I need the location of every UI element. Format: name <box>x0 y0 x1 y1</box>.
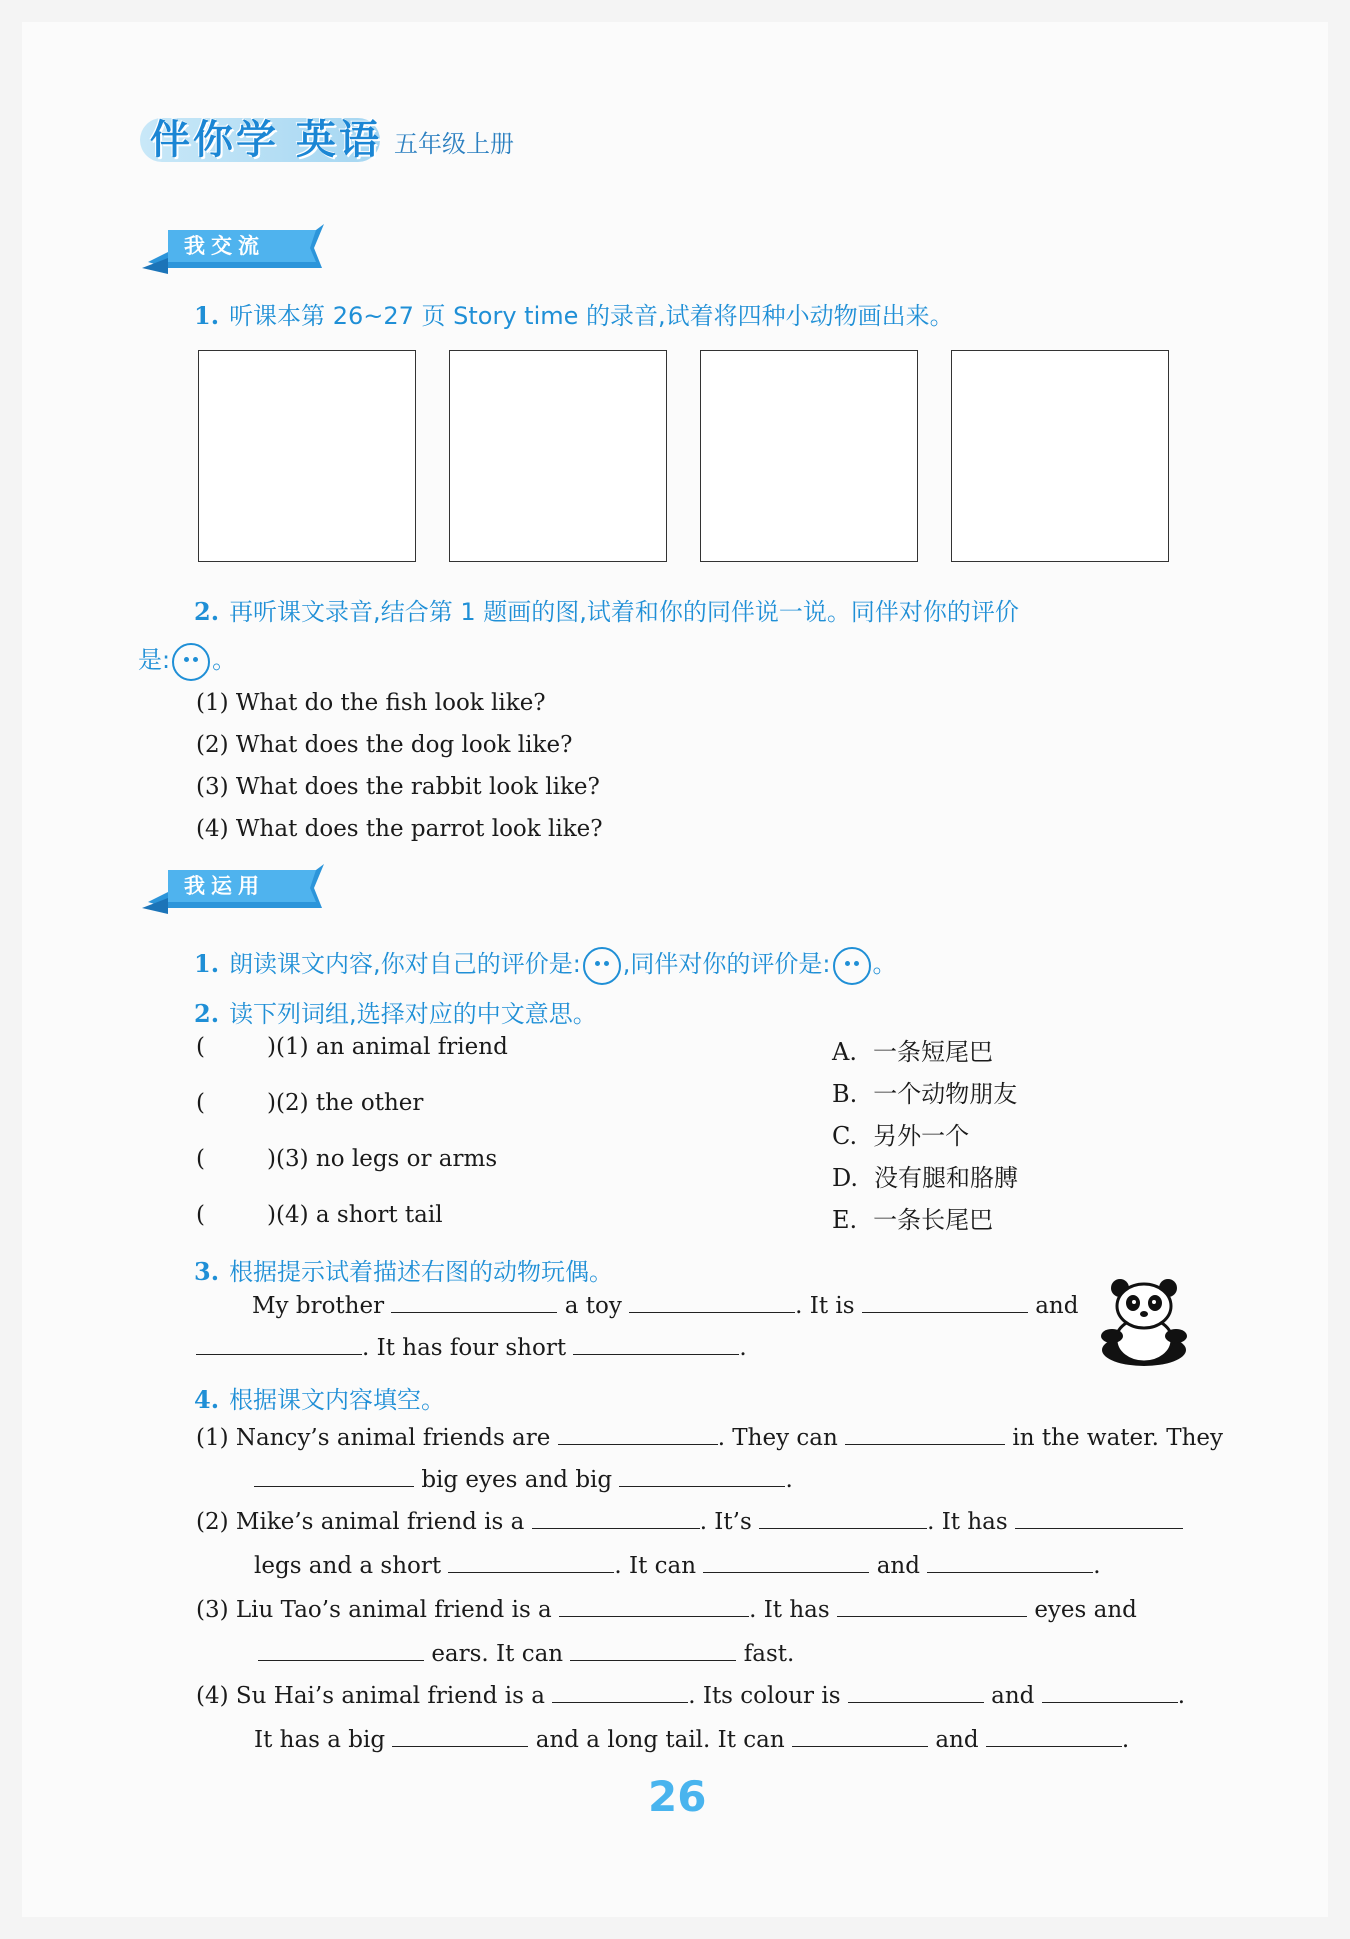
blank-input[interactable] <box>392 1724 528 1747</box>
blank-input[interactable] <box>532 1506 700 1529</box>
banner-label: 我交流 <box>184 234 265 258</box>
text-segment: a toy <box>564 1293 622 1319</box>
s1-q2-item-4 <box>196 816 603 842</box>
text-segment: My brother <box>252 1293 385 1319</box>
item-number: (2) <box>275 1090 309 1116</box>
blank-input[interactable] <box>558 1422 718 1445</box>
question-text-end: 。 <box>872 950 897 978</box>
answer-paren-close: ) <box>266 1090 276 1116</box>
question-text: 听课本第 26~27 页 Story time 的录音,试着将四种小动物画出来。 <box>229 302 954 330</box>
peer-rating-smiley-icon[interactable] <box>833 947 871 985</box>
text-segment: . Its colour is <box>688 1683 841 1709</box>
question-number: 2. <box>194 597 220 626</box>
text-segment: . <box>1093 1553 1101 1579</box>
drawing-box-4[interactable] <box>951 350 1169 562</box>
item-text: What does the parrot look like? <box>235 816 603 842</box>
item-number: (1) <box>196 690 229 716</box>
question-text-end: 。 <box>212 646 237 674</box>
question-number: 2. <box>194 999 220 1028</box>
s1-q2-item-3 <box>196 774 600 800</box>
blank-input[interactable] <box>862 1290 1028 1313</box>
s2-q2-item-2 <box>196 1090 423 1116</box>
blank-input[interactable] <box>448 1550 614 1573</box>
s1-q2-item-1 <box>196 690 546 716</box>
question-text-cont: 是: <box>138 646 171 674</box>
blank-input[interactable] <box>619 1464 785 1487</box>
question-text: 再听课文录音,结合第 1 题画的图,试着和你的同伴说一说。同伴对你的评价 <box>229 598 1019 626</box>
item-number: (3) <box>275 1146 309 1172</box>
blank-input[interactable] <box>196 1332 362 1355</box>
item-text: no legs or arms <box>315 1146 498 1172</box>
item-number: (4) <box>196 816 229 842</box>
option-letter: A. <box>832 1038 857 1066</box>
s2-q2-item-1 <box>196 1034 508 1060</box>
text-segment: big eyes and big <box>421 1467 613 1493</box>
item-number: (4) <box>275 1202 309 1228</box>
drawing-box-2[interactable] <box>449 350 667 562</box>
text-segment: legs and a short <box>254 1553 442 1579</box>
text-segment: fast. <box>743 1641 795 1667</box>
blank-input[interactable] <box>759 1506 927 1529</box>
s2-question-4 <box>194 1380 445 1415</box>
s2-q3-line-2 <box>196 1332 747 1361</box>
option-letter: B. <box>832 1080 858 1108</box>
s2-question-1 <box>194 944 897 985</box>
s2-question-3 <box>194 1252 613 1287</box>
answer-paren-open[interactable]: ( <box>196 1034 205 1060</box>
text-segment: . <box>1177 1683 1186 1709</box>
self-rating-smiley-icon[interactable] <box>583 947 621 985</box>
s1-q2-item-2 <box>196 732 572 758</box>
item-text: an animal friend <box>315 1034 508 1060</box>
s2-q3-line-1 <box>252 1290 1078 1319</box>
question-text-b: ,同伴对你的评价是: <box>622 950 831 978</box>
option-text: 一条短尾巴 <box>872 1038 993 1066</box>
option-text: 一个动物朋友 <box>873 1080 1018 1108</box>
smiley-face-icon[interactable] <box>172 643 210 681</box>
blank-input[interactable] <box>258 1638 424 1661</box>
blank-input[interactable] <box>629 1290 795 1313</box>
question-number: 1. <box>194 949 220 978</box>
item-text: What does the dog look like? <box>235 732 573 758</box>
text-segment: It has a big <box>254 1727 386 1753</box>
answer-paren-open[interactable]: ( <box>196 1202 205 1228</box>
blank-input[interactable] <box>927 1550 1093 1573</box>
text-segment: . <box>739 1335 747 1361</box>
text-segment: and <box>1035 1293 1079 1319</box>
question-text: 朗读课文内容,你对自己的评价是: <box>229 950 581 978</box>
item-number: (3) <box>196 1597 229 1623</box>
drawing-box-1[interactable] <box>198 350 416 562</box>
s1-question-2 <box>194 592 1019 627</box>
text-segment: and <box>991 1683 1035 1709</box>
option-c <box>832 1116 969 1151</box>
question-number: 1. <box>194 301 220 330</box>
text-segment: . They can <box>717 1425 838 1451</box>
answer-paren-open[interactable]: ( <box>196 1146 205 1172</box>
page-number: 26 <box>648 1772 707 1821</box>
text-segment: . It is <box>795 1293 855 1319</box>
option-d <box>832 1158 1018 1193</box>
item-number: (1) <box>196 1425 229 1451</box>
item-text: What does the rabbit look like? <box>235 774 600 800</box>
item-number: (2) <box>196 1509 229 1535</box>
s1-question-2-cont <box>138 640 236 681</box>
blank-input[interactable] <box>837 1594 1027 1617</box>
text-segment: . <box>785 1467 793 1493</box>
text-segment: eyes and <box>1034 1597 1137 1623</box>
text-segment: Mike’s animal friend is a <box>235 1509 525 1535</box>
blank-input[interactable] <box>573 1332 739 1355</box>
banner-label: 我运用 <box>184 874 265 898</box>
question-number: 3. <box>194 1257 220 1286</box>
blank-input[interactable] <box>986 1724 1122 1747</box>
s2-question-2 <box>194 994 597 1029</box>
answer-paren-close: ) <box>266 1202 276 1228</box>
option-letter: E. <box>832 1206 858 1234</box>
text-segment: . It can <box>614 1553 697 1579</box>
blank-input[interactable] <box>792 1724 928 1747</box>
text-segment: and a long tail. It can <box>535 1727 785 1753</box>
s2-q4-item-1-line-1 <box>196 1422 1223 1451</box>
text-segment: ears. It can <box>431 1641 564 1667</box>
panda-toy-icon <box>1098 1276 1190 1372</box>
option-a <box>832 1032 993 1067</box>
blank-input[interactable] <box>703 1550 869 1573</box>
item-number: (2) <box>196 732 229 758</box>
blank-input[interactable] <box>391 1290 557 1313</box>
question-text: 读下列词组,选择对应的中文意思。 <box>229 1000 597 1028</box>
question-text: 根据课文内容填空。 <box>229 1386 446 1414</box>
answer-paren-open[interactable]: ( <box>196 1090 205 1116</box>
s2-q2-item-3 <box>196 1146 497 1172</box>
blank-input[interactable] <box>559 1594 749 1617</box>
section-banner-apply <box>138 858 338 918</box>
blank-input[interactable] <box>552 1680 688 1703</box>
s2-q2-item-4 <box>196 1202 443 1228</box>
s2-q4-item-2-line-2 <box>254 1550 1101 1579</box>
item-text: the other <box>315 1090 424 1116</box>
question-number: 4. <box>194 1385 220 1414</box>
item-text: a short tail <box>315 1202 443 1228</box>
s2-q4-item-3-line-2 <box>258 1638 794 1667</box>
s2-q4-item-4-line-1 <box>196 1680 1185 1709</box>
blank-input[interactable] <box>1042 1680 1178 1703</box>
item-number: (1) <box>275 1034 309 1060</box>
option-letter: C. <box>832 1122 858 1150</box>
s1-question-1 <box>194 296 954 331</box>
option-text: 没有腿和胳膊 <box>874 1164 1019 1192</box>
option-b <box>832 1074 1017 1109</box>
item-text: What do the fish look like? <box>235 690 546 716</box>
text-segment: and <box>876 1553 920 1579</box>
brand-title: 伴你学 英语 <box>150 117 382 163</box>
text-segment: Su Hai’s animal friend is a <box>235 1683 545 1709</box>
option-letter: D. <box>832 1164 859 1192</box>
section-banner-communicate <box>138 218 338 278</box>
text-segment: . It has <box>749 1597 830 1623</box>
s2-q4-item-1-line-2 <box>254 1464 793 1493</box>
blank-input[interactable] <box>1015 1506 1183 1529</box>
s2-q4-item-4-line-2 <box>254 1724 1129 1753</box>
option-text: 另外一个 <box>873 1122 970 1150</box>
item-number: (4) <box>196 1683 229 1709</box>
item-number: (3) <box>196 774 229 800</box>
text-segment: . It has four short <box>362 1335 567 1361</box>
text-segment: in the water. They <box>1012 1425 1223 1451</box>
s2-q4-item-3-line-1 <box>196 1594 1137 1623</box>
text-segment: Liu Tao’s animal friend is a <box>235 1597 552 1623</box>
option-text: 一条长尾巴 <box>873 1206 994 1234</box>
text-segment: . It’s <box>699 1509 752 1535</box>
blank-input[interactable] <box>848 1680 984 1703</box>
s2-q4-item-2-line-1 <box>196 1506 1183 1535</box>
blank-input[interactable] <box>254 1464 414 1487</box>
answer-paren-close: ) <box>266 1034 276 1060</box>
text-segment: . It has <box>927 1509 1008 1535</box>
blank-input[interactable] <box>570 1638 736 1661</box>
grade-label: 五年级上册 <box>394 130 514 158</box>
drawing-box-3[interactable] <box>700 350 918 562</box>
question-text: 根据提示试着描述右图的动物玩偶。 <box>229 1258 614 1286</box>
option-e <box>832 1200 993 1235</box>
text-segment: and <box>935 1727 979 1753</box>
text-segment: . <box>1121 1727 1130 1753</box>
blank-input[interactable] <box>845 1422 1005 1445</box>
text-segment: Nancy’s animal friends are <box>235 1425 551 1451</box>
answer-paren-close: ) <box>266 1146 276 1172</box>
